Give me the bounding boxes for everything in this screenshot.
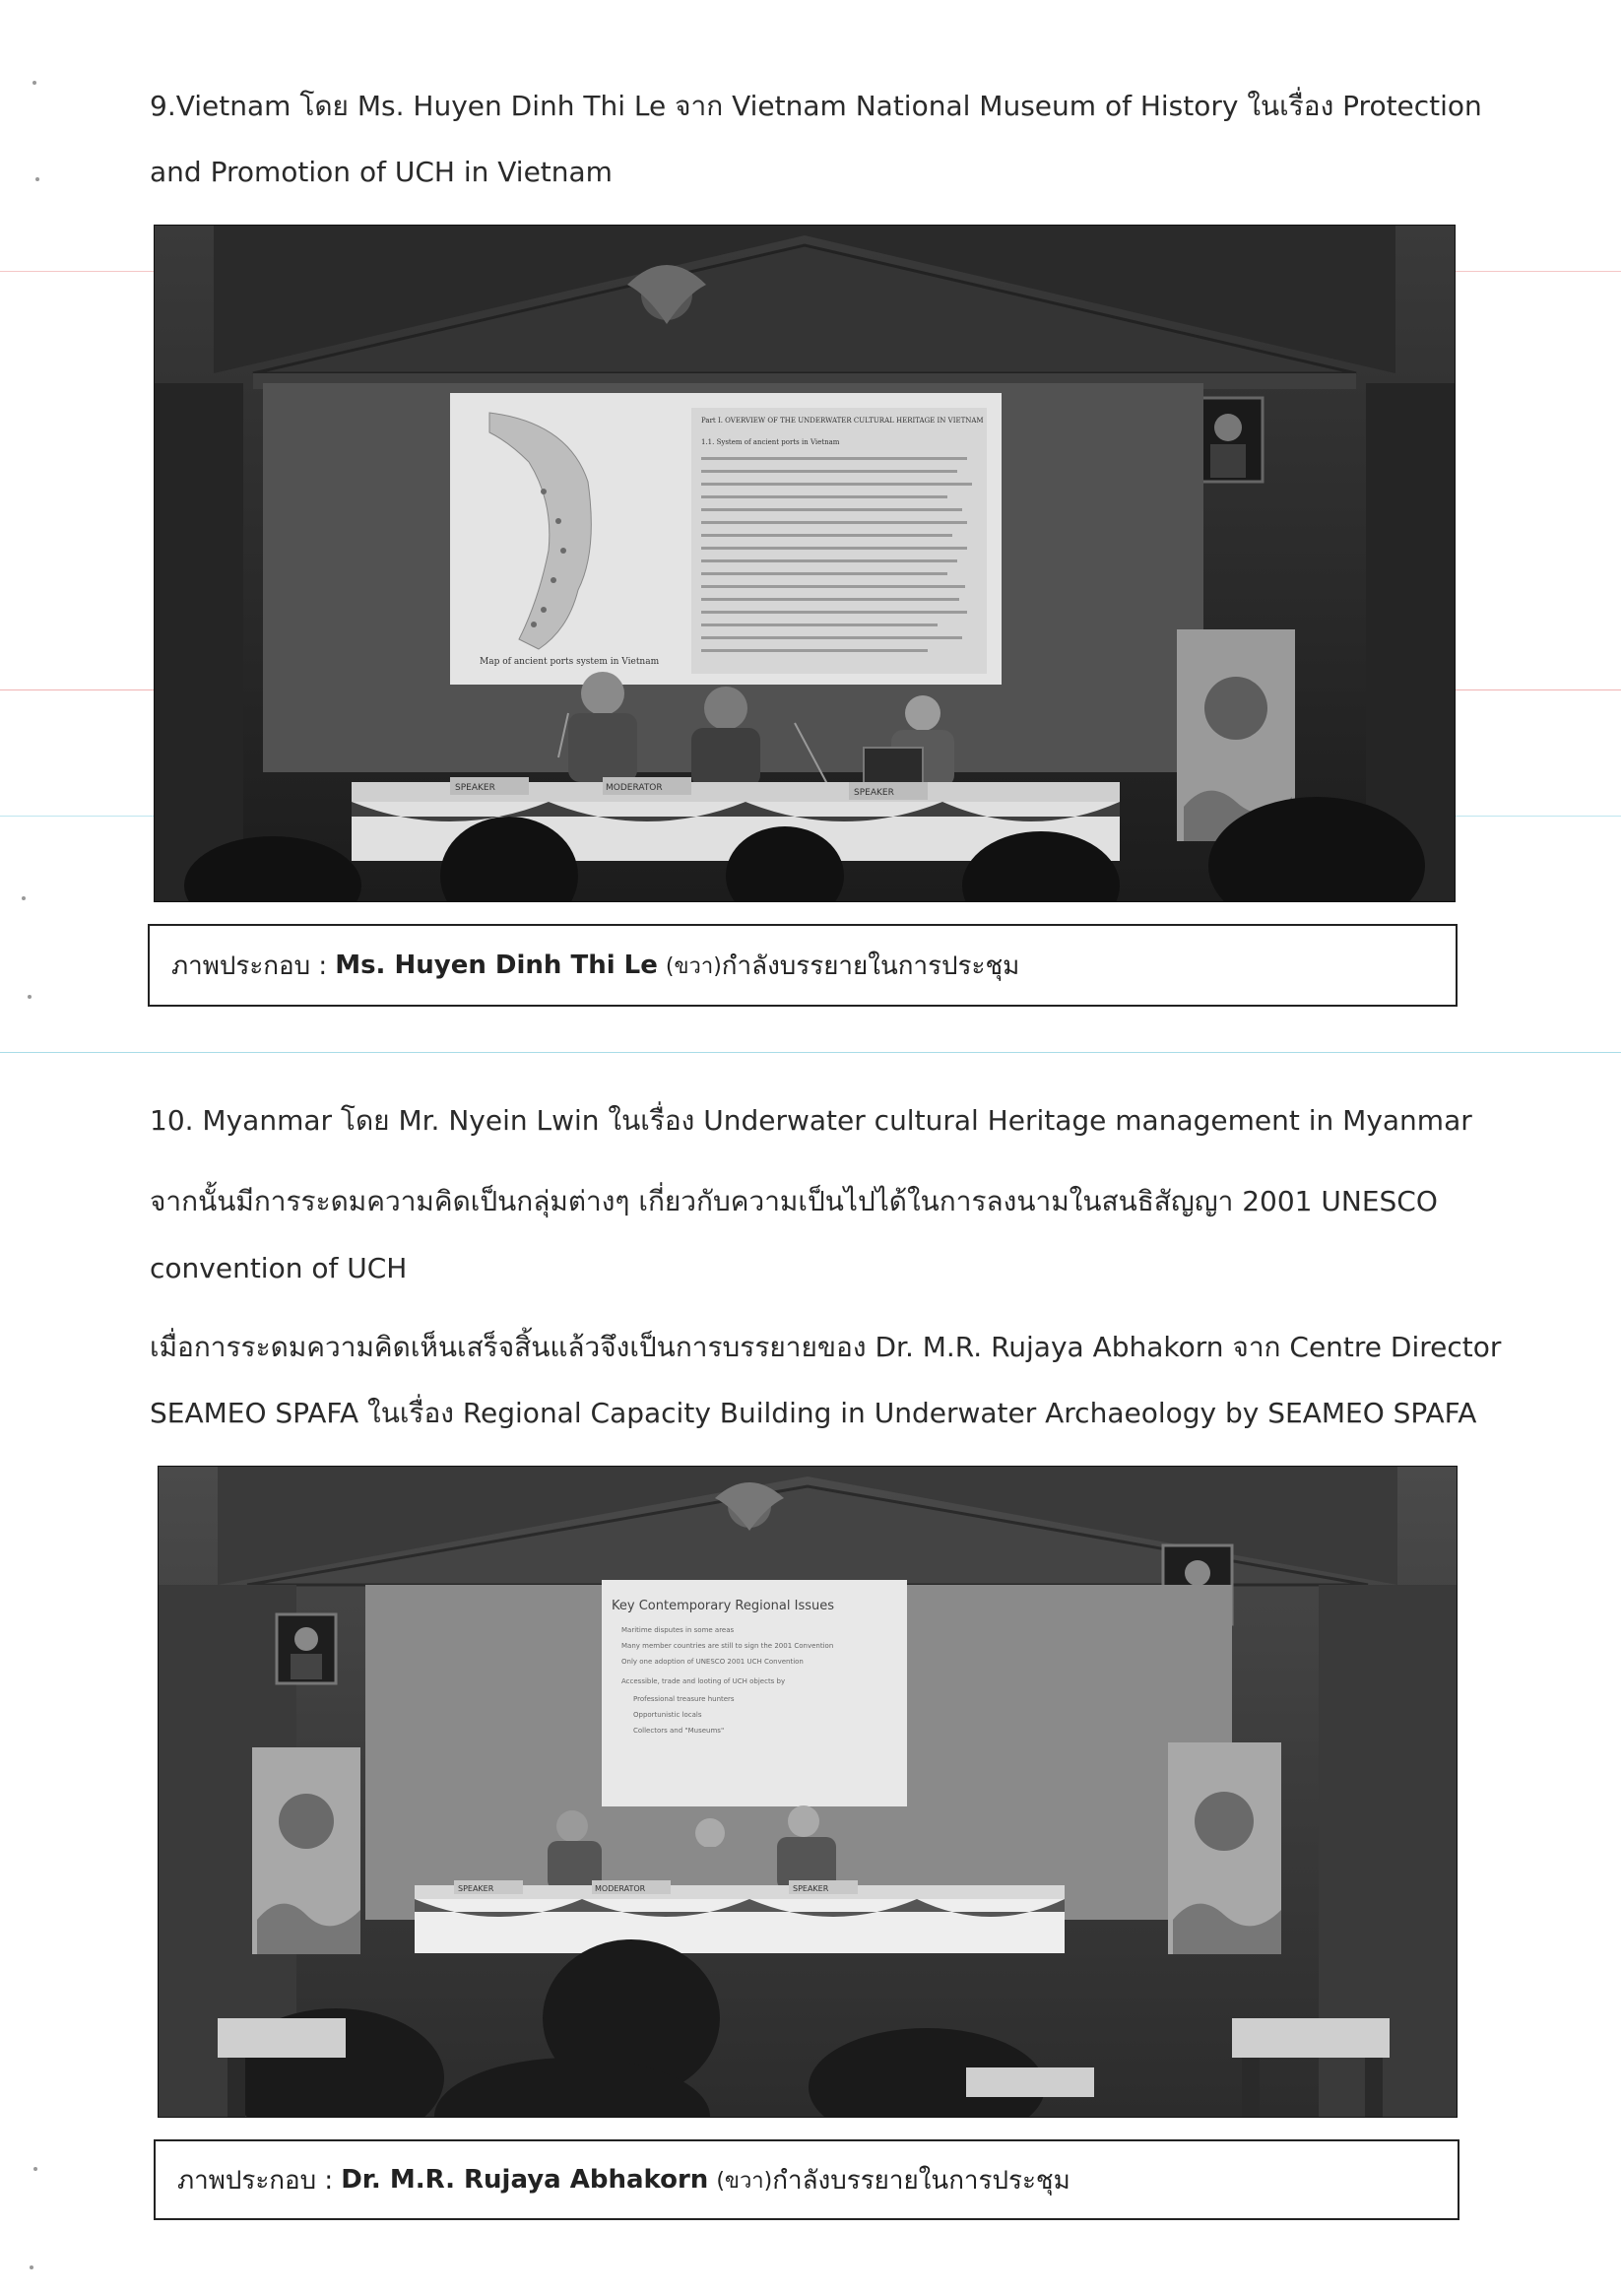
scan-line <box>0 1052 1621 1053</box>
caption-prefix: ภาพประกอบ : <box>171 951 328 981</box>
photo-spafa-scene <box>159 1467 1457 2117</box>
caption-prefix: ภาพประกอบ : <box>177 2165 334 2196</box>
paragraph-myanmar-line3: convention of UCH <box>150 1252 408 1284</box>
projected-slide <box>602 1580 907 1806</box>
scan-speck <box>32 81 36 85</box>
slide-map-caption: Map of ancient ports system in Vietnam <box>480 657 660 667</box>
slide-bullet: Only one adoption of UNESCO 2001 UCH Convention <box>621 1658 804 1666</box>
table-sign-moderator: MODERATOR <box>606 783 663 793</box>
caption-note: (ขวา) <box>716 2168 773 2194</box>
slide-title: Part I. OVERVIEW OF THE UNDERWATER CULTURAL HERITAGE IN VIETNAM <box>701 417 984 425</box>
portrait-frame-left <box>277 1614 336 1683</box>
scan-speck <box>35 177 39 181</box>
slide-subtitle: 1.1. System of ancient ports in Vietnam <box>701 438 840 446</box>
caption-vietnam <box>148 924 1458 1007</box>
paragraph-myanmar-line1: 10. Myanmar โดย Mr. Nyein Lwin ในเรื่อง Underwater cultural Heritage management in Myanmar <box>150 1104 1472 1137</box>
table-sign-speaker-right: SPEAKER <box>793 1884 829 1893</box>
table-sign-speaker-right: SPEAKER <box>854 788 894 798</box>
caption-name: Ms. Huyen Dinh Thi Le <box>335 951 658 980</box>
photo-spafa-presentation <box>158 1466 1458 2118</box>
slide-bullet: Professional treasure hunters <box>633 1695 735 1703</box>
slide-bullet: Maritime disputes in some areas <box>621 1626 735 1634</box>
caption-suffix: กำลังบรรยายในการประชุม <box>721 951 1020 981</box>
table-sign-moderator: MODERATOR <box>595 1884 646 1893</box>
paragraph-myanmar-line2: จากนั้นมีการระดมความคิดเป็นกลุ่มต่างๆ เกี่ยวกับความเป็นไปได้ในการลงนามในสนธิสัญญา 2001 UNESCO <box>150 1185 1438 1217</box>
caption-spafa <box>154 2139 1459 2220</box>
caption-note: (ขวา) <box>665 953 722 979</box>
slide-bullet: Many member countries are still to sign the 2001 Convention <box>621 1642 834 1650</box>
scan-speck <box>22 896 26 900</box>
slide-bullet: Accessible, trade and looting of UCH objects by <box>621 1677 786 1685</box>
scan-speck <box>30 2265 33 2269</box>
slide-title: Key Contemporary Regional Issues <box>612 1599 835 1613</box>
caption-name: Dr. M.R. Rujaya Abhakorn <box>341 2165 709 2195</box>
paragraph-myanmar-line5: SEAMEO SPAFA ในเรื่อง Regional Capacity Building in Underwater Archaeology by SEAMEO SPAFA <box>150 1397 1477 1429</box>
photo-vietnam-presentation <box>154 225 1456 902</box>
caption-suffix: กำลังบรรยายในการประชุม <box>772 2165 1070 2196</box>
portrait-frame <box>1194 398 1263 482</box>
scan-speck <box>28 995 32 999</box>
table-sign-speaker-left: SPEAKER <box>455 783 495 793</box>
scan-speck <box>33 2167 37 2171</box>
paragraph-vietnam-line2: and Promotion of UCH in Vietnam <box>150 156 613 188</box>
paragraph-myanmar-line4: เมื่อการระดมความคิดเห็นเสร็จสิ้นแล้วจึงเป็นการบรรยายของ Dr. M.R. Rujaya Abhakorn จาก Centre Director <box>150 1331 1502 1363</box>
table-sign-speaker-left: SPEAKER <box>458 1884 494 1893</box>
photo-vietnam-scene <box>155 226 1455 901</box>
slide-bullet: Opportunistic locals <box>633 1711 702 1719</box>
paragraph-vietnam-line1: 9.Vietnam โดย Ms. Huyen Dinh Thi Le จาก Vietnam National Museum of History ในเรื่อง Protection <box>150 90 1482 122</box>
slide-bullet: Collectors and "Museums" <box>633 1727 725 1735</box>
